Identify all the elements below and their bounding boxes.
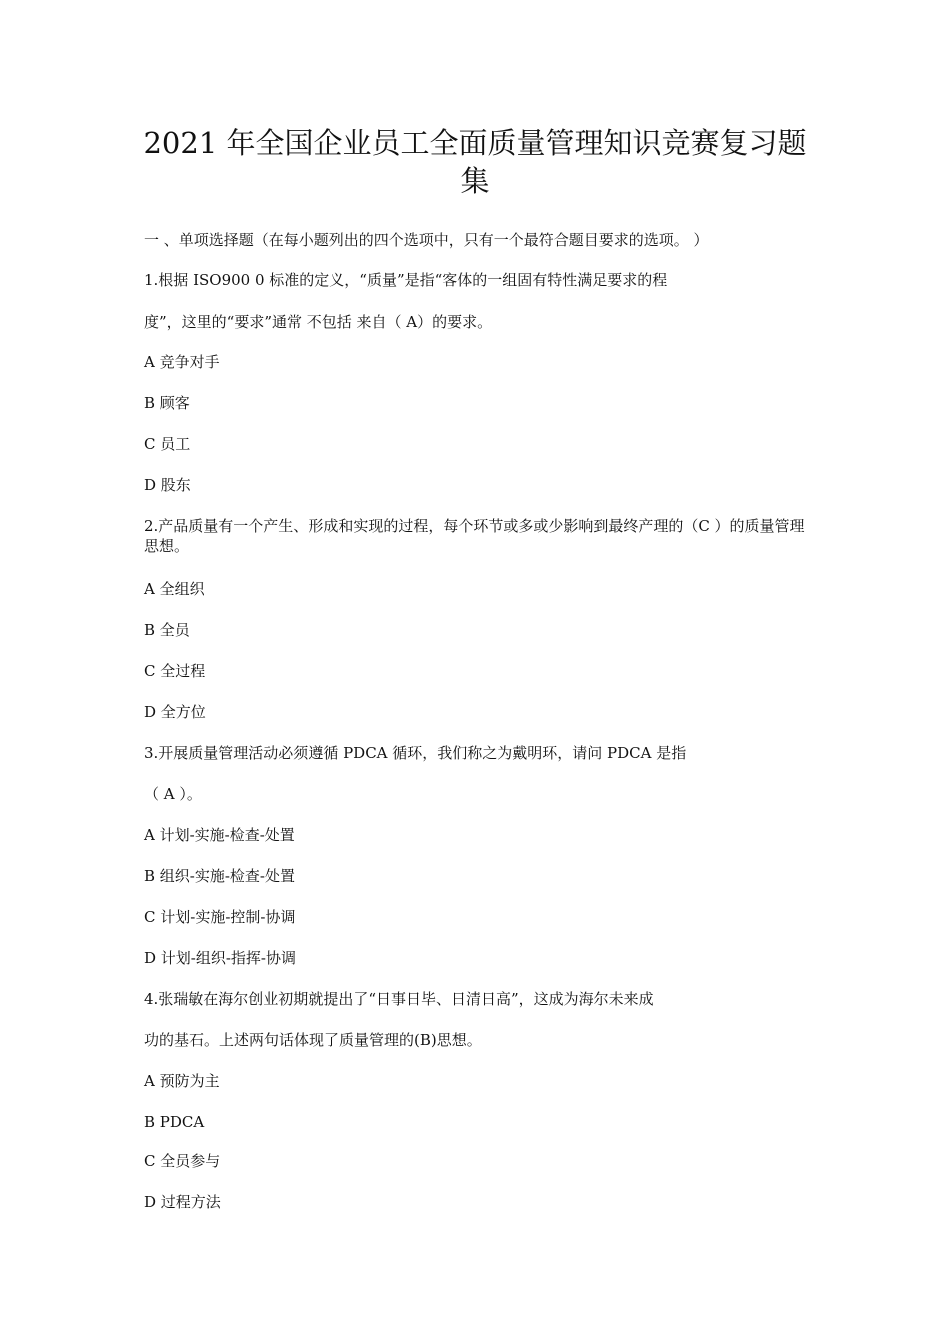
question-2-stem: 2.产品质量有一个产生、形成和实现的过程，每个环节或多或少影响到最终产理的（C ）的质量管理思想。: [144, 517, 805, 555]
question-2-option-d: D 全方位: [144, 703, 206, 721]
question-1-option-c: C 员工: [144, 435, 191, 453]
question-3-option-b: B 组织-实施-检查-处置: [144, 867, 295, 885]
question-1-option-a: A 竞争对手: [144, 353, 220, 371]
question-4-option-d: D 过程方法: [144, 1193, 221, 1211]
question-2-option-b: B 全员: [144, 621, 190, 639]
question-3-option-c: C 计划-实施-控制-协调: [144, 908, 296, 926]
question-4-option-c: C 全员参与: [144, 1152, 221, 1170]
question-3-option-a: A 计划-实施-检查-处置: [144, 826, 295, 844]
document-title-line-1: 2021 年全国企业员工全面质量管理知识竞赛复习题: [143, 126, 807, 160]
question-2-option-c: C 全过程: [144, 662, 206, 680]
question-4-stem-line-2: 功的基石。上述两句话体现了质量管理的(B)思想。: [144, 1031, 482, 1049]
question-4-option-a: A 预防为主: [144, 1072, 220, 1090]
question-1-option-d: D 股东: [144, 476, 191, 494]
question-4-option-b: B PDCA: [144, 1113, 205, 1131]
question-2-option-a: A 全组织: [144, 580, 205, 598]
question-4-stem-line-1: 4.张瑞敏在海尔创业初期就提出了“日事日毕、日清日高”，这成为海尔未来成: [144, 990, 654, 1008]
question-3-stem-line-2: （ A ）。: [144, 785, 202, 803]
question-1-stem-line-1: 1.根据 ISO900 0 标准的定义，“质量”是指“客体的一组固有特性满足要求的程: [144, 271, 668, 289]
document-title-line-2: 集: [460, 164, 490, 198]
question-1-option-b: B 顾客: [144, 394, 190, 412]
question-3-stem-line-1: 3.开展质量管理活动必须遵循 PDCA 循环，我们称之为戴明环，请问 PDCA 是指: [144, 744, 687, 762]
section-header: 一 、单项选择题（在每小题列出的四个选项中，只有一个最符合题目要求的选项。 ）: [144, 231, 709, 249]
question-1-stem-line-2: 度”，这里的“要求”通常 不包括 来自（ A）的要求。: [144, 313, 493, 331]
question-3-option-d: D 计划-组织-指挥-协调: [144, 949, 297, 967]
